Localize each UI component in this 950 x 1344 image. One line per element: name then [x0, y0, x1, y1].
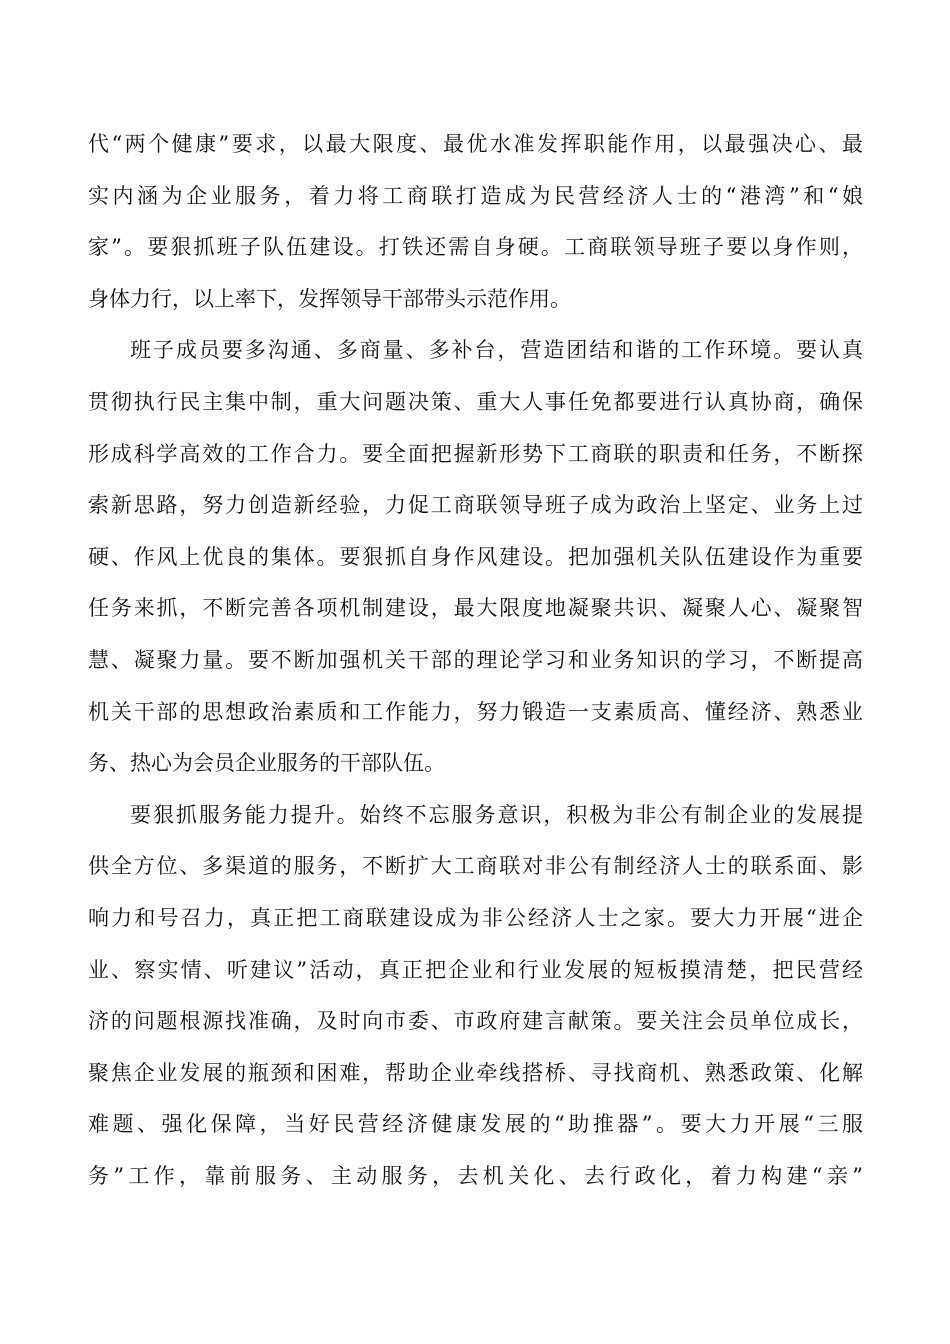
- paragraph: [88, 803, 863, 1216]
- text-line: 务、热心为会员企业服务的干部队伍。: [88, 751, 445, 776]
- text-line: 硬、作风上优良的集体。要狠抓自身作风建设。把加强机关队伍建设作为重要: [88, 544, 863, 569]
- text-line: 难题、强化保障，当好民营经济健康发展的“助推器”。要大力开展“三服: [88, 1112, 863, 1137]
- text-line: 班子成员要多沟通、多商量、多补台，营造团结和谐的工作环境。要认真: [130, 338, 863, 363]
- text-line: 业、察实情、听建议”活动，真正把企业和行业发展的短板摸清楚，把民营经: [88, 957, 863, 982]
- text-line: 供全方位、多渠道的服务，不断扩大工商联对非公有制经济人士的联系面、影: [88, 854, 863, 879]
- text-line: 形成科学高效的工作合力。要全面把握新形势下工商联的职责和任务，不断探: [88, 441, 863, 466]
- text-line: 聚焦企业发展的瓶颈和困难，帮助企业牵线搭桥、寻找商机、熟悉政策、化解: [88, 1060, 863, 1085]
- text-line: 济的问题根源找准确，及时向市委、市政府建言献策。要关注会员单位成长，: [88, 1009, 863, 1034]
- text-line: 响力和号召力，真正把工商联建设成为非公经济人士之家。要大力开展“进企: [88, 905, 863, 930]
- text-line: 贯彻执行民主集中制，重大问题决策、重大人事任免都要进行认真协商，确保: [88, 389, 863, 414]
- text-line: 代“两个健康”要求，以最大限度、最优水准发挥职能作用，以最强决心、最: [88, 132, 863, 156]
- text-line: 任务来抓，不断完善各项机制建设，最大限度地凝聚共识、凝聚人心、凝聚智: [88, 596, 863, 621]
- text-line: 慧、凝聚力量。要不断加强机关干部的理论学习和业务知识的学习，不断提高: [88, 647, 863, 672]
- text-line: 索新思路，努力创造新经验，力促工商联领导班子成为政治上坚定、业务上过: [88, 493, 863, 518]
- text-line: 家”。要狠抓班子队伍建设。打铁还需自身硬。工商联领导班子要以身作则，: [88, 235, 863, 260]
- document-body: [88, 132, 863, 1215]
- text-line: 务”工作，靠前服务、主动服务，去机关化、去行政化，着力构建“亲”: [88, 1163, 863, 1188]
- text-line: 机关干部的思想政治素质和工作能力，努力锻造一支素质高、懂经济、熟悉业: [88, 699, 863, 724]
- paragraph: [88, 132, 863, 338]
- text-line: 实内涵为企业服务，着力将工商联打造成为民营经济人士的“港湾”和“娘: [88, 183, 863, 208]
- text-line: 要狠抓服务能力提升。始终不忘服务意识，积极为非公有制企业的发展提: [130, 802, 863, 827]
- text-line: 身体力行，以上率下，发挥领导干部带头示范作用。: [88, 286, 571, 311]
- paragraph: [88, 338, 863, 802]
